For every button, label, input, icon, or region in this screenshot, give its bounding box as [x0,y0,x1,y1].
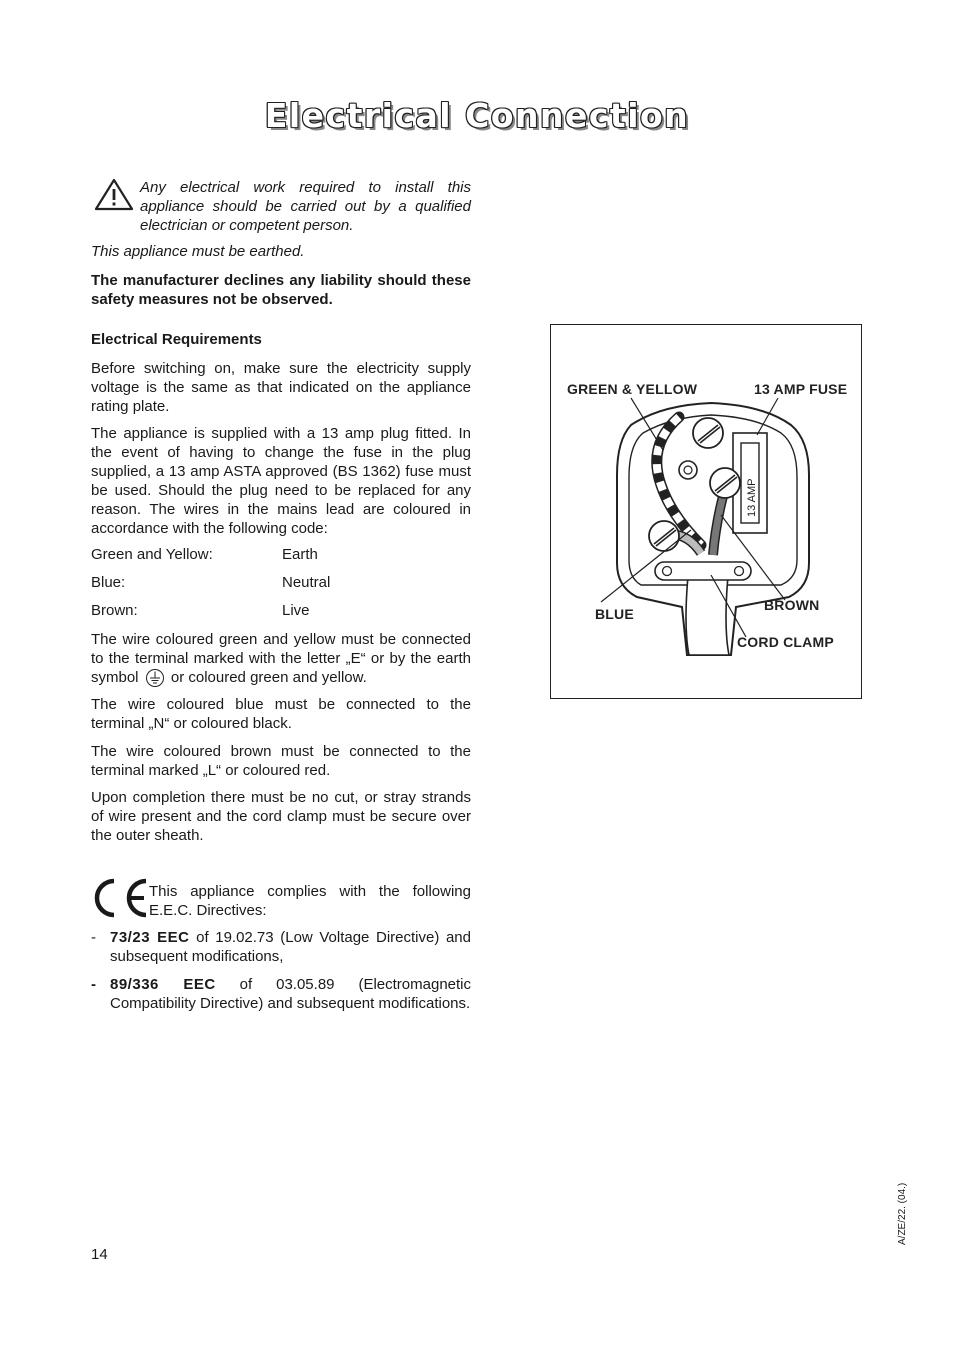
label-13-amp-fuse: 13 AMP FUSE [754,381,848,397]
fuse-marking: 13 AMP [746,478,758,517]
earth-symbol-icon [145,668,165,688]
ce-text: This appliance complies with the following E.E.C. Directives: [149,883,471,919]
wire-colour: Brown: [91,602,138,619]
electrical-requirements-heading: Electrical Requirements [91,331,262,348]
supply-paragraph: Before switching on, make sure the electricity supply voltage is the same as that indicated on the appliance rating plate. [91,360,471,415]
ce-mark-icon [92,876,150,920]
wire-meaning: Neutral [282,574,331,591]
plug-wiring-diagram [550,324,862,699]
label-cord-clamp: CORD CLAMP [737,634,834,650]
page-number: 14 [91,1246,108,1263]
directive-code: 73/23 EEC [110,929,190,946]
green-yellow-paragraph [91,630,471,688]
wire-meaning: Earth [282,546,318,563]
completion-paragraph: Upon completion there must be no cut, or stray strands of wire present and the cord clamp must be secure over the outer sheath. [91,789,471,844]
reference-code-text: A/ZE/22. (04.) [897,1182,908,1245]
directive-text: of 03.05.89 (Electromagnetic Compatibility Directive) and subsequent modifications. [110,976,471,1012]
wire-code-row [91,602,310,619]
label-green-yellow: GREEN & YELLOW [567,381,698,397]
directive-item [91,975,471,1013]
directive-dash: - [91,976,97,993]
warning-text: Any electrical work required to install this appliance should be carried out by a qualified electrician or competent person. [140,179,471,234]
blue-paragraph: The wire coloured blue must be connected to the terminal „N“ or coloured black. [91,696,471,732]
green-yellow-text-end: or coloured green and yellow. [170,669,367,686]
directive-dash: - [91,929,96,946]
live-terminal [710,468,740,498]
green-yellow-text: The wire coloured green and yellow must be connected to the terminal marked with the letter „E“ or by the earth symbol [91,631,471,686]
earth-terminal [693,418,723,448]
wire-colour: Green and Yellow: [91,546,213,563]
wire-meaning: Live [282,602,310,619]
neutral-terminal [649,521,679,551]
plug-paragraph: The appliance is supplied with a 13 amp plug fitted. In the event of having to change the fuse in the plug supplied, a 13 amp ASTA approved (BS 1362) fuse must be used. Should the plug need to be replaced for any reason. The wires in the mains lead are coloured in accordance with the following code: [91,425,471,537]
label-brown: BROWN [764,597,820,613]
brown-paragraph: The wire coloured brown must be connected to the terminal marked „L“ or coloured red. [91,743,471,779]
warning-triangle-icon [94,178,134,212]
directive-text: of 19.02.73 (Low Voltage Directive) and subsequent modifications, [110,929,471,965]
reference-code [897,1182,911,1325]
directive-item [91,928,471,966]
page-title: Electrical Connection [264,96,690,135]
earthed-note: This appliance must be earthed. [91,243,305,260]
label-blue: BLUE [595,606,634,622]
liability-note: The manufacturer declines any liability should these safety measures not be observed. [91,272,471,308]
wire-colour: Blue: [91,574,126,591]
directive-code: 89/336 EEC [110,976,216,993]
wire-code-row [91,546,318,563]
wire-code-row [91,574,330,591]
